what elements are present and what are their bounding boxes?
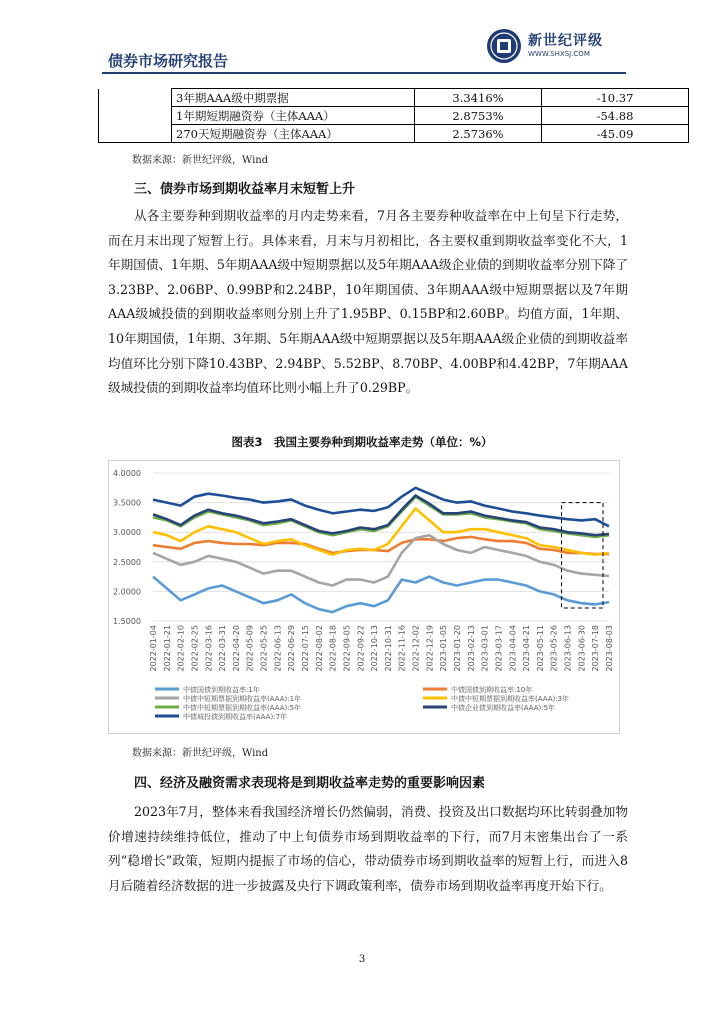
company-logo	[486, 26, 626, 66]
legend-label: 中债中短期票据到期收益率(AAA):3年	[451, 695, 570, 703]
table-cell-name: 270天短期融资券（主体AAA）	[172, 125, 415, 143]
x-tick-label: 2023-01-05	[439, 625, 449, 672]
section-4-paragraph: 2023年7月，整体来看我国经济增长仍然偏弱，消费、投资及出口数据均环比转弱叠加物价增速持续维持低位，推动了中上旬债券市场到期收益率的下行，而7月末密集出台了一系列“稳增长”政策，短期内提振了市场的信心，带动债券市场到期收益率的短暂上行，而进入8月后随着经济数据的进一步披露及央行下调政策利率，债券市场到期收益率再度开始下行。	[108, 804, 628, 893]
x-tick-label: 2022-10-31	[383, 625, 393, 672]
x-tick-label: 2023-08-03	[605, 625, 614, 672]
legend-label: 中债城投债到期收益率(AAA):7年	[183, 713, 288, 721]
table-cell-change: -54.88	[542, 107, 689, 125]
table-row	[99, 125, 689, 143]
x-tick-label: 2023-04-04	[508, 625, 518, 672]
chart-source-note: 数据来源：新世纪评级，Wind	[132, 748, 269, 759]
x-tick-label: 2022-06-29	[287, 625, 297, 672]
legend-label: 中债中短期票据到期收益率(AAA):1年	[183, 695, 302, 703]
section-4-heading: 四、经济及融资需求表现将是到期收益率走势的重要影响因素	[134, 776, 486, 791]
x-tick-label: 2022-09-22	[356, 625, 366, 672]
table-row	[99, 107, 689, 125]
logo-name: 新世纪评级	[528, 33, 603, 49]
x-tick-label: 2022-04-20	[231, 625, 241, 672]
x-tick-label: 2023-03-17	[494, 625, 504, 672]
table-cell-rate: 2.5736%	[415, 125, 542, 143]
logo-emblem-icon	[486, 28, 522, 64]
page-number: 3	[358, 954, 366, 965]
series-line	[153, 488, 609, 527]
table-cell-name: 3年期AAA级中期票据	[172, 89, 415, 107]
x-tick-label: 2023-05-26	[549, 625, 559, 672]
table-cell-empty	[99, 107, 172, 125]
x-tick-label: 2023-04-21	[522, 625, 532, 672]
table-source-note: 数据来源：新世纪评级，Wind	[132, 155, 269, 166]
yield-chart	[108, 460, 620, 734]
table-cell-empty	[99, 89, 172, 107]
x-tick-label: 2023-01-20	[453, 625, 462, 672]
x-tick-label: 2023-06-30	[577, 625, 587, 672]
x-tick-label: 2023-07-18	[591, 625, 601, 672]
y-tick-label: 3.5000	[113, 498, 141, 508]
y-tick-label: 4.0000	[113, 469, 141, 478]
x-tick-label: 2022-01-04	[149, 625, 158, 672]
logo-url: WWW.SHXSJ.COM	[528, 50, 590, 58]
legend-label: 中债国债到期收益率:1年	[183, 686, 260, 694]
x-tick-label: 2022-10-13	[370, 625, 380, 672]
x-tick-label: 2023-05-11	[535, 625, 545, 672]
legend-label: 中债国债到期收益率:10年	[451, 686, 533, 694]
x-tick-label: 2023-03-01	[480, 625, 490, 672]
yield-table	[98, 88, 689, 143]
section-3-body	[108, 204, 628, 401]
x-tick-label: 2022-09-05	[342, 625, 352, 672]
y-tick-label: 3.0000	[113, 528, 141, 538]
section-3-heading: 三、债券市场到期收益率月末短暂上升	[134, 182, 356, 197]
x-tick-label: 2022-05-25	[259, 625, 269, 672]
x-tick-label: 2022-07-15	[301, 625, 310, 672]
x-tick-label: 2022-05-09	[245, 625, 255, 672]
y-tick-label: 2.5000	[113, 557, 141, 567]
series-line	[153, 577, 609, 613]
report-title: 债券市场研究报告	[108, 52, 229, 70]
section-3-paragraph: 从各主要券种到期收益率的月内走势来看，7月各主要券种收益率在中上旬呈下行走势，而在月末出现了短暂上行。具体来看，月末与月初相比，各主要权重到期收益率变化不大，1年期国债、1年期、5年期AAA级中短期票据以及5年期AAA级企业债的到期收益率分别下降了3.23BP、2.06BP、0.99BP和2.24BP，10年期国债、3年期AAA级中短期票据以及7年期AAA级城投债的到期收益率则分别上升了1.95BP、0.15BP和2.60BP。均值方面，1年期、10年期国债，1年期、3年期、5年期AAA级中短期票据以及5年期AAA级企业债的到期收益率均值环比分别下降10.43BP、2.94BP、5.52BP、8.70BP、4.00BP和4.42BP，7年期AAA级城投债的到期收益率均值环比则小幅上升了0.29BP。	[108, 208, 628, 396]
x-tick-label: 2022-11-16	[397, 625, 407, 672]
table-cell-rate: 3.3416%	[415, 89, 542, 107]
x-tick-label: 2022-08-02	[314, 625, 324, 672]
table-cell-rate: 2.8753%	[415, 107, 542, 125]
y-tick-label: 2.0000	[113, 587, 141, 597]
table-cell-empty	[99, 125, 172, 143]
legend-label: 中债企业债到期收益率(AAA):5年	[451, 704, 556, 712]
x-tick-label: 2022-08-18	[328, 625, 338, 672]
y-tick-label: 1.5000	[113, 617, 141, 626]
x-tick-label: 2022-12-19	[425, 625, 435, 672]
x-tick-label: 2022-03-16	[204, 625, 214, 672]
header-divider	[102, 72, 626, 74]
x-tick-label: 2023-06-13	[563, 625, 573, 672]
x-tick-label: 2023-02-13	[466, 625, 476, 672]
x-tick-label: 2022-01-21	[162, 625, 172, 672]
section-4-body	[108, 800, 628, 898]
x-tick-label: 2022-06-13	[273, 625, 283, 672]
x-tick-label: 2022-02-25	[190, 625, 200, 672]
x-tick-label: 2022-12-02	[411, 625, 421, 672]
table-cell-name: 1年期短期融资券（主体AAA）	[172, 107, 415, 125]
figure-title: 图表3 我国主要券种到期收益率走势（单位：%）	[231, 435, 493, 449]
table-cell-change: -45.09	[542, 125, 689, 143]
table-row	[99, 89, 689, 107]
legend-label: 中债中短期票据到期收益率(AAA):5年	[183, 704, 302, 712]
x-tick-label: 2022-02-10	[176, 625, 186, 672]
x-tick-label: 2022-03-31	[218, 625, 228, 672]
table-cell-change: -10.37	[542, 89, 689, 107]
yield-chart-svg	[109, 461, 619, 733]
